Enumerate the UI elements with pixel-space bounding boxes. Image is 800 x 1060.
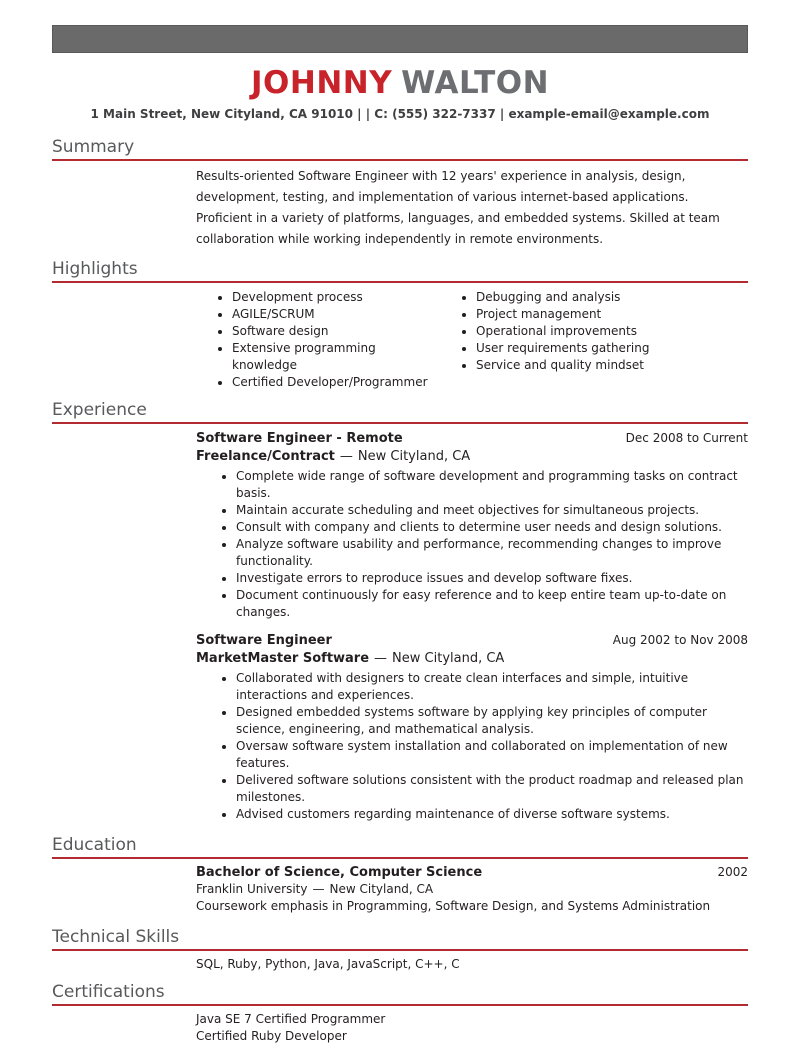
separator-dash: — <box>374 651 388 666</box>
highlight-item: • Debugging and analysis <box>476 289 684 306</box>
experience-section <box>52 400 748 823</box>
job-location: New Cityland, CA <box>357 449 471 464</box>
education-coursework: Coursework emphasis in Programming, Software Design, and Systems Administration <box>196 899 711 913</box>
resume-name <box>0 64 800 102</box>
resume-page <box>0 25 800 1060</box>
education-section <box>52 835 748 915</box>
job-employer: MarketMaster Software <box>196 651 370 666</box>
highlight-item: • Operational improvements <box>476 323 684 340</box>
bullet-item: • Consult with company and clients to determine user needs and design solutions. <box>236 519 748 536</box>
summary-heading: Summary <box>52 137 748 161</box>
highlight-item: • Project management <box>476 306 684 323</box>
bullet-item: • Oversaw software system installation and collaborated on implementation of new features. <box>236 738 748 772</box>
summary-section <box>52 137 748 250</box>
technical-skills-heading: Technical Skills <box>52 927 748 951</box>
highlights-list-right <box>440 289 684 391</box>
job-employer-row <box>196 651 748 667</box>
highlights-columns <box>196 289 800 391</box>
certification-item: Java SE 7 Certified Programmer <box>196 1012 386 1026</box>
job-header-row <box>196 632 748 649</box>
separator-dash: — <box>339 449 353 464</box>
highlight-item: • AGILE/SCRUM <box>232 306 440 323</box>
education-location: New Cityland, CA <box>329 882 434 896</box>
education-heading: Education <box>52 835 748 859</box>
experience-heading: Experience <box>52 400 748 424</box>
technical-skills-text: SQL, Ruby, Python, Java, JavaScript, C++, C <box>196 957 460 971</box>
bullet-item: • Collaborated with designers to create clean interfaces and simple, intuitive interactions and experiences. <box>236 670 748 704</box>
bullet-item: • Analyze software usability and performance, recommending changes to improve functionality. <box>236 536 748 570</box>
job-title: Software Engineer <box>196 633 332 648</box>
job-dates: Aug 2002 to Nov 2008 <box>612 633 748 647</box>
certifications-section <box>52 982 748 1045</box>
job-header-row <box>196 430 748 447</box>
job-location: New Cityland, CA <box>392 651 505 666</box>
highlights-list-left <box>196 289 440 391</box>
separator-dash: — <box>312 882 325 896</box>
certifications-heading: Certifications <box>52 982 748 1006</box>
education-degree-row <box>196 864 748 881</box>
highlight-item: • Development process <box>232 289 440 306</box>
name-first: JOHNNY <box>250 65 393 101</box>
education-degree: Bachelor of Science, Computer Science <box>196 865 483 880</box>
bullet-item: • Designed embedded systems software by applying key principles of computer science, engineering, and mathematical analysis. <box>236 704 748 738</box>
education-year: 2002 <box>717 865 748 879</box>
header-bar <box>52 25 748 53</box>
name-last: WALTON <box>401 65 550 101</box>
bullet-item: • Delivered software solutions consistent with the product roadmap and released plan milestones. <box>236 772 748 806</box>
bullet-item: • Maintain accurate scheduling and meet objectives for simultaneous projects. <box>236 502 748 519</box>
highlight-item: • Software design <box>232 323 440 340</box>
education-school-row <box>196 881 748 898</box>
job-entry <box>196 632 748 823</box>
highlight-item: • Certified Developer/Programmer <box>232 374 440 391</box>
summary-text: Results-oriented Software Engineer with 12 years' experience in analysis, design, development, testing, and implementation of various internet-based applications. Proficient in a variety of platforms, languages, and embedded systems. Skilled at team collaboration while working independently in remote environments. <box>196 169 720 246</box>
job-bullet-list <box>196 468 748 621</box>
job-bullet-list <box>196 670 748 823</box>
contact-line: 1 Main Street, New Cityland, CA 91010 | | C: (555) 322-7337 | example-email@example.com <box>90 107 710 121</box>
job-dates: Dec 2008 to Current <box>625 431 748 445</box>
job-entry <box>196 430 748 621</box>
job-employer: Freelance/Contract <box>196 449 335 464</box>
highlights-section <box>52 259 748 283</box>
bullet-item: • Complete wide range of software development and programming tasks on contract basis. <box>236 468 748 502</box>
job-employer-row <box>196 449 748 465</box>
bullet-item: • Advised customers regarding maintenance of diverse software systems. <box>236 806 748 823</box>
job-title: Software Engineer - Remote <box>196 431 403 446</box>
education-school: Franklin University <box>196 882 308 896</box>
certification-item: Certified Ruby Developer <box>196 1029 347 1043</box>
highlights-heading: Highlights <box>52 259 748 283</box>
highlight-item: • User requirements gathering <box>476 340 684 357</box>
highlight-item: • Service and quality mindset <box>476 357 684 374</box>
bullet-item: • Document continuously for easy reference and to keep entire team up-to-date on changes. <box>236 587 748 621</box>
bullet-item: • Investigate errors to reproduce issues and develop software fixes. <box>236 570 748 587</box>
technical-skills-section <box>52 927 748 973</box>
highlight-item: • Extensive programming knowledge <box>232 340 440 374</box>
